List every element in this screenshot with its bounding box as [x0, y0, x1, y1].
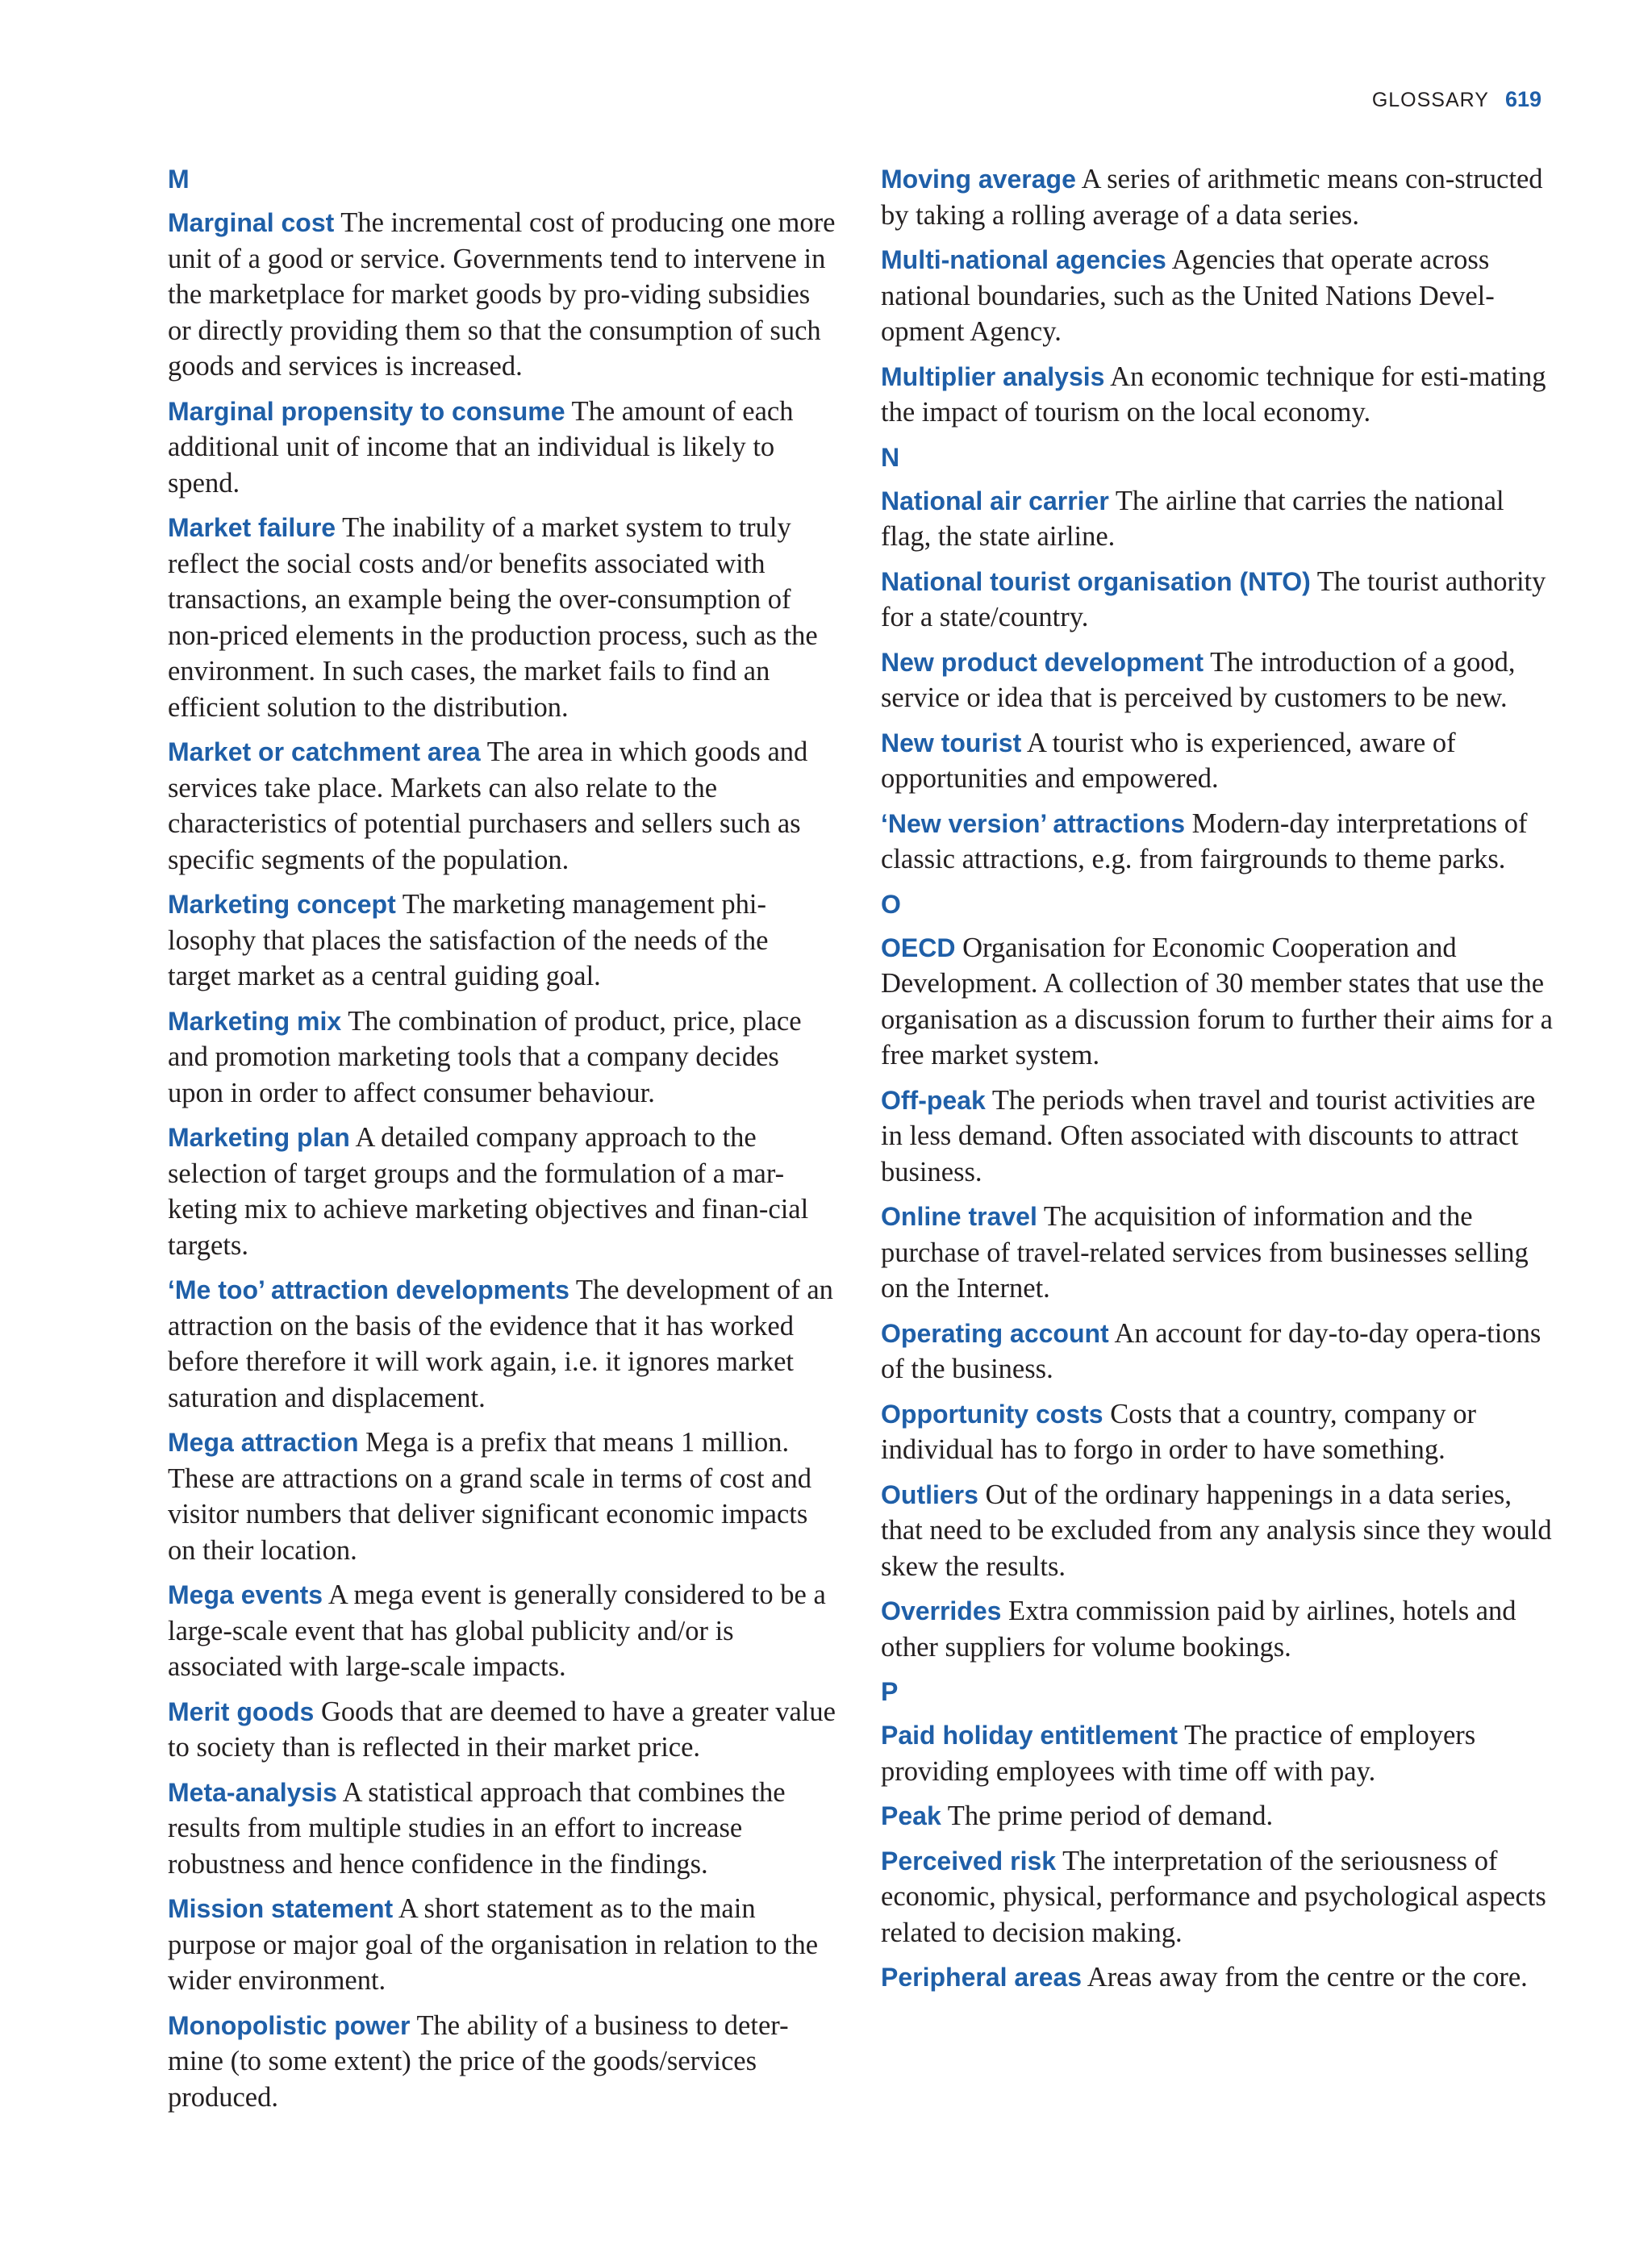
glossary-entry [168, 1577, 836, 1685]
section-letter: M [168, 165, 190, 194]
glossary-definition: An account for day-to-day opera-tions of the business. [881, 1317, 1541, 1384]
glossary-definition: Out of the ordinary happenings in a data series, that need to be excluded from any analysis since they would skew the results. [881, 1479, 1552, 1582]
glossary-definition: The marketing management phi-losophy that places the satisfaction of the needs of the target market as a central guiding goal. [168, 889, 769, 991]
glossary-term: Market or catchment area [168, 737, 481, 766]
glossary-term: Off-peak [881, 1085, 986, 1115]
glossary-entry [881, 1843, 1557, 1951]
glossary-term: Opportunity costs [881, 1399, 1103, 1429]
glossary-definition: Goods that are deemed to have a greater value to society than is reflected in their market price. [168, 1696, 836, 1763]
glossary-term: National tourist organisation (NTO) [881, 566, 1311, 596]
glossary-definition: The acquisition of information and the purchase of travel-related services from businesses selling on the Internet. [881, 1201, 1529, 1304]
page-number: 619 [1504, 87, 1541, 111]
glossary-term: Operating account [881, 1318, 1109, 1348]
glossary-definition: A tourist who is experienced, aware of opportunities and empowered. [881, 727, 1456, 794]
glossary-entry [881, 359, 1557, 431]
glossary-entry [881, 1083, 1557, 1191]
glossary-term: New tourist [881, 728, 1022, 757]
glossary-term: Moving average [881, 165, 1076, 194]
glossary-definition: The prime period of demand. [947, 1801, 1274, 1831]
glossary-definition: Mega is a prefix that means 1 million. These are attractions on a grand scale in terms of cost and visitor numbers that deliver significant economic impacts on their location. [168, 1427, 811, 1566]
glossary-entry [881, 1593, 1557, 1665]
glossary-entry [881, 725, 1557, 797]
glossary-definition: The area in which goods and services take place. Markets can also relate to the characteristics of potential purchasers and sellers such as specific segments of the population. [168, 737, 808, 875]
glossary-definition: The interpretation of the seriousness of economic, physical, performance and psychological aspects related to decision making. [881, 1845, 1546, 1948]
glossary-entry [881, 1717, 1557, 1789]
glossary-term: ‘New version’ attractions [881, 808, 1186, 838]
glossary-entry [168, 1891, 836, 1999]
glossary-entry [168, 887, 836, 995]
glossary-definition: The tourist authority for a state/country. [881, 565, 1546, 632]
glossary-definition: Extra commission paid by airlines, hotels and other suppliers for volume bookings. [881, 1596, 1516, 1663]
running-header-label: GLOSSARY [1371, 89, 1489, 111]
glossary-column-left [168, 161, 836, 2124]
section-letter: P [881, 1677, 899, 1706]
glossary-entry [168, 1120, 836, 1263]
glossary-definition: The inability of a market system to truly reflect the social costs and/or benefits associated with transactions, an example being the over-consumption of non-priced elements in the production process, such as the environment. In such cases, the market fails to find an efficient solution to the distribution. [168, 512, 818, 723]
glossary-definition: The introduction of a good, service or idea that is perceived by customers to be new. [881, 646, 1516, 713]
glossary-term: Mission statement [168, 1894, 394, 1923]
glossary-definition: Organisation for Economic Cooperation and Development. A collection of 30 member states that use the organisation as a discussion forum to further their aims for a free market system. [881, 932, 1553, 1070]
glossary-term: Monopolistic power [168, 2010, 411, 2040]
glossary-term: New product development [881, 647, 1204, 677]
glossary-entry [881, 483, 1557, 555]
glossary-term: Marginal cost [168, 208, 335, 237]
page-header [1372, 87, 1541, 112]
glossary-definition: The practice of employers providing employees with time off with pay. [881, 1720, 1476, 1787]
glossary-definition: A statistical approach that combines the results from multiple studies in an effort to increase robustness and hence confidence in the findings. [168, 1776, 786, 1880]
glossary-term: Marketing concept [168, 890, 396, 919]
glossary-entry [881, 1316, 1557, 1387]
glossary-entry [881, 1959, 1557, 1996]
glossary-definition: Modern-day interpretations of classic attractions, e.g. from fairgrounds to theme parks. [881, 807, 1528, 874]
glossary-term: OECD [881, 933, 956, 962]
glossary-entry [881, 1396, 1557, 1468]
glossary-definition: The ability of a business to deter-mine (to some extent) the price of the goods/services produced. [168, 2009, 789, 2113]
glossary-entry [168, 205, 836, 385]
glossary-definition: A short statement as to the main purpose or major goal of the organisation in relation to the wider environment. [168, 1893, 819, 1996]
glossary-term: Peak [881, 1801, 941, 1830]
glossary-entry [881, 645, 1557, 716]
glossary-definition: Costs that a country, company or individual has to forgo in order to have something. [881, 1398, 1477, 1465]
glossary-entry [168, 1694, 836, 1766]
glossary-term: Online travel [881, 1202, 1037, 1231]
glossary-entry [881, 242, 1557, 350]
glossary-term: Merit goods [168, 1696, 315, 1726]
glossary-term: Mega attraction [168, 1428, 359, 1457]
glossary-entry [881, 564, 1557, 636]
glossary-term: Multi-national agencies [881, 245, 1166, 274]
glossary-entry [881, 806, 1557, 878]
glossary-definition: Agencies that operate across national boundaries, such as the United Nations Devel-opment Agency. [881, 244, 1495, 347]
glossary-definition: A detailed company approach to the selection of target groups and the formulation of a mar-keting mix to achieve marketing objectives and finan-cial targets. [168, 1122, 809, 1261]
glossary-entry [881, 161, 1557, 233]
glossary-column-right [881, 161, 1557, 2005]
glossary-term: National air carrier [881, 486, 1109, 515]
glossary-definition: A mega event is generally considered to be a large-scale event that has global publicity and/or is associated with large-scale impacts. [168, 1579, 826, 1682]
glossary-definition: The incremental cost of producing one more unit of a good or service. Governments tend to intervene in the marketplace for market goods by pro-viding subsidies or directly providing them so that the consumption of such goods and services is increased. [168, 207, 836, 382]
glossary-entry [168, 734, 836, 878]
glossary-definition: Areas away from the centre or the core. [1087, 1962, 1528, 1993]
glossary-entry [168, 1775, 836, 1883]
glossary-term: Paid holiday entitlement [881, 1721, 1179, 1750]
glossary-entry [881, 1199, 1557, 1307]
glossary-definition: An economic technique for esti-mating the impact of tourism on the local economy. [881, 361, 1546, 428]
section-letter: O [881, 889, 901, 919]
glossary-definition: A series of arithmetic means con-structed by taking a rolling average of a data series. [881, 164, 1543, 231]
glossary-term: Multiplier analysis [881, 361, 1105, 391]
glossary-entry [881, 1477, 1557, 1585]
glossary-term: Marketing plan [168, 1123, 350, 1152]
glossary-entry [168, 510, 836, 725]
glossary-term: Marketing mix [168, 1006, 342, 1036]
glossary-term: Overrides [881, 1596, 1002, 1625]
glossary-definition: The combination of product, price, place and promotion marketing tools that a company decides upon in order to affect consumer behaviour. [168, 1005, 802, 1108]
glossary-definition: The airline that carries the national flag, the state airline. [881, 485, 1504, 552]
glossary-term: ‘Me too’ attraction developments [168, 1275, 569, 1304]
glossary-term: Marginal propensity to consume [168, 396, 565, 426]
glossary-entry [168, 1004, 836, 1112]
glossary-entry [881, 1798, 1557, 1834]
glossary-term: Mega events [168, 1580, 323, 1609]
glossary-definition: The development of an attraction on the basis of the evidence that it has worked before therefore it will work again, i.e. it ignores market saturation and displacement. [168, 1275, 833, 1413]
glossary-term: Market failure [168, 513, 336, 542]
glossary-entry [168, 1425, 836, 1568]
glossary-definition: The periods when travel and tourist activities are in less demand. Often associated with discounts to attract business. [881, 1084, 1536, 1187]
glossary-entry [168, 1272, 836, 1416]
glossary-term: Perceived risk [881, 1846, 1057, 1876]
glossary-term: Peripheral areas [881, 1963, 1083, 1992]
glossary-entry [168, 2008, 836, 2116]
glossary-entry [168, 394, 836, 502]
glossary-term: Outliers [881, 1479, 978, 1509]
section-letter: N [881, 442, 900, 472]
glossary-entry [881, 930, 1557, 1074]
glossary-term: Meta-analysis [168, 1777, 337, 1807]
glossary-definition: The amount of each additional unit of income that an individual is likely to spend. [168, 395, 794, 499]
